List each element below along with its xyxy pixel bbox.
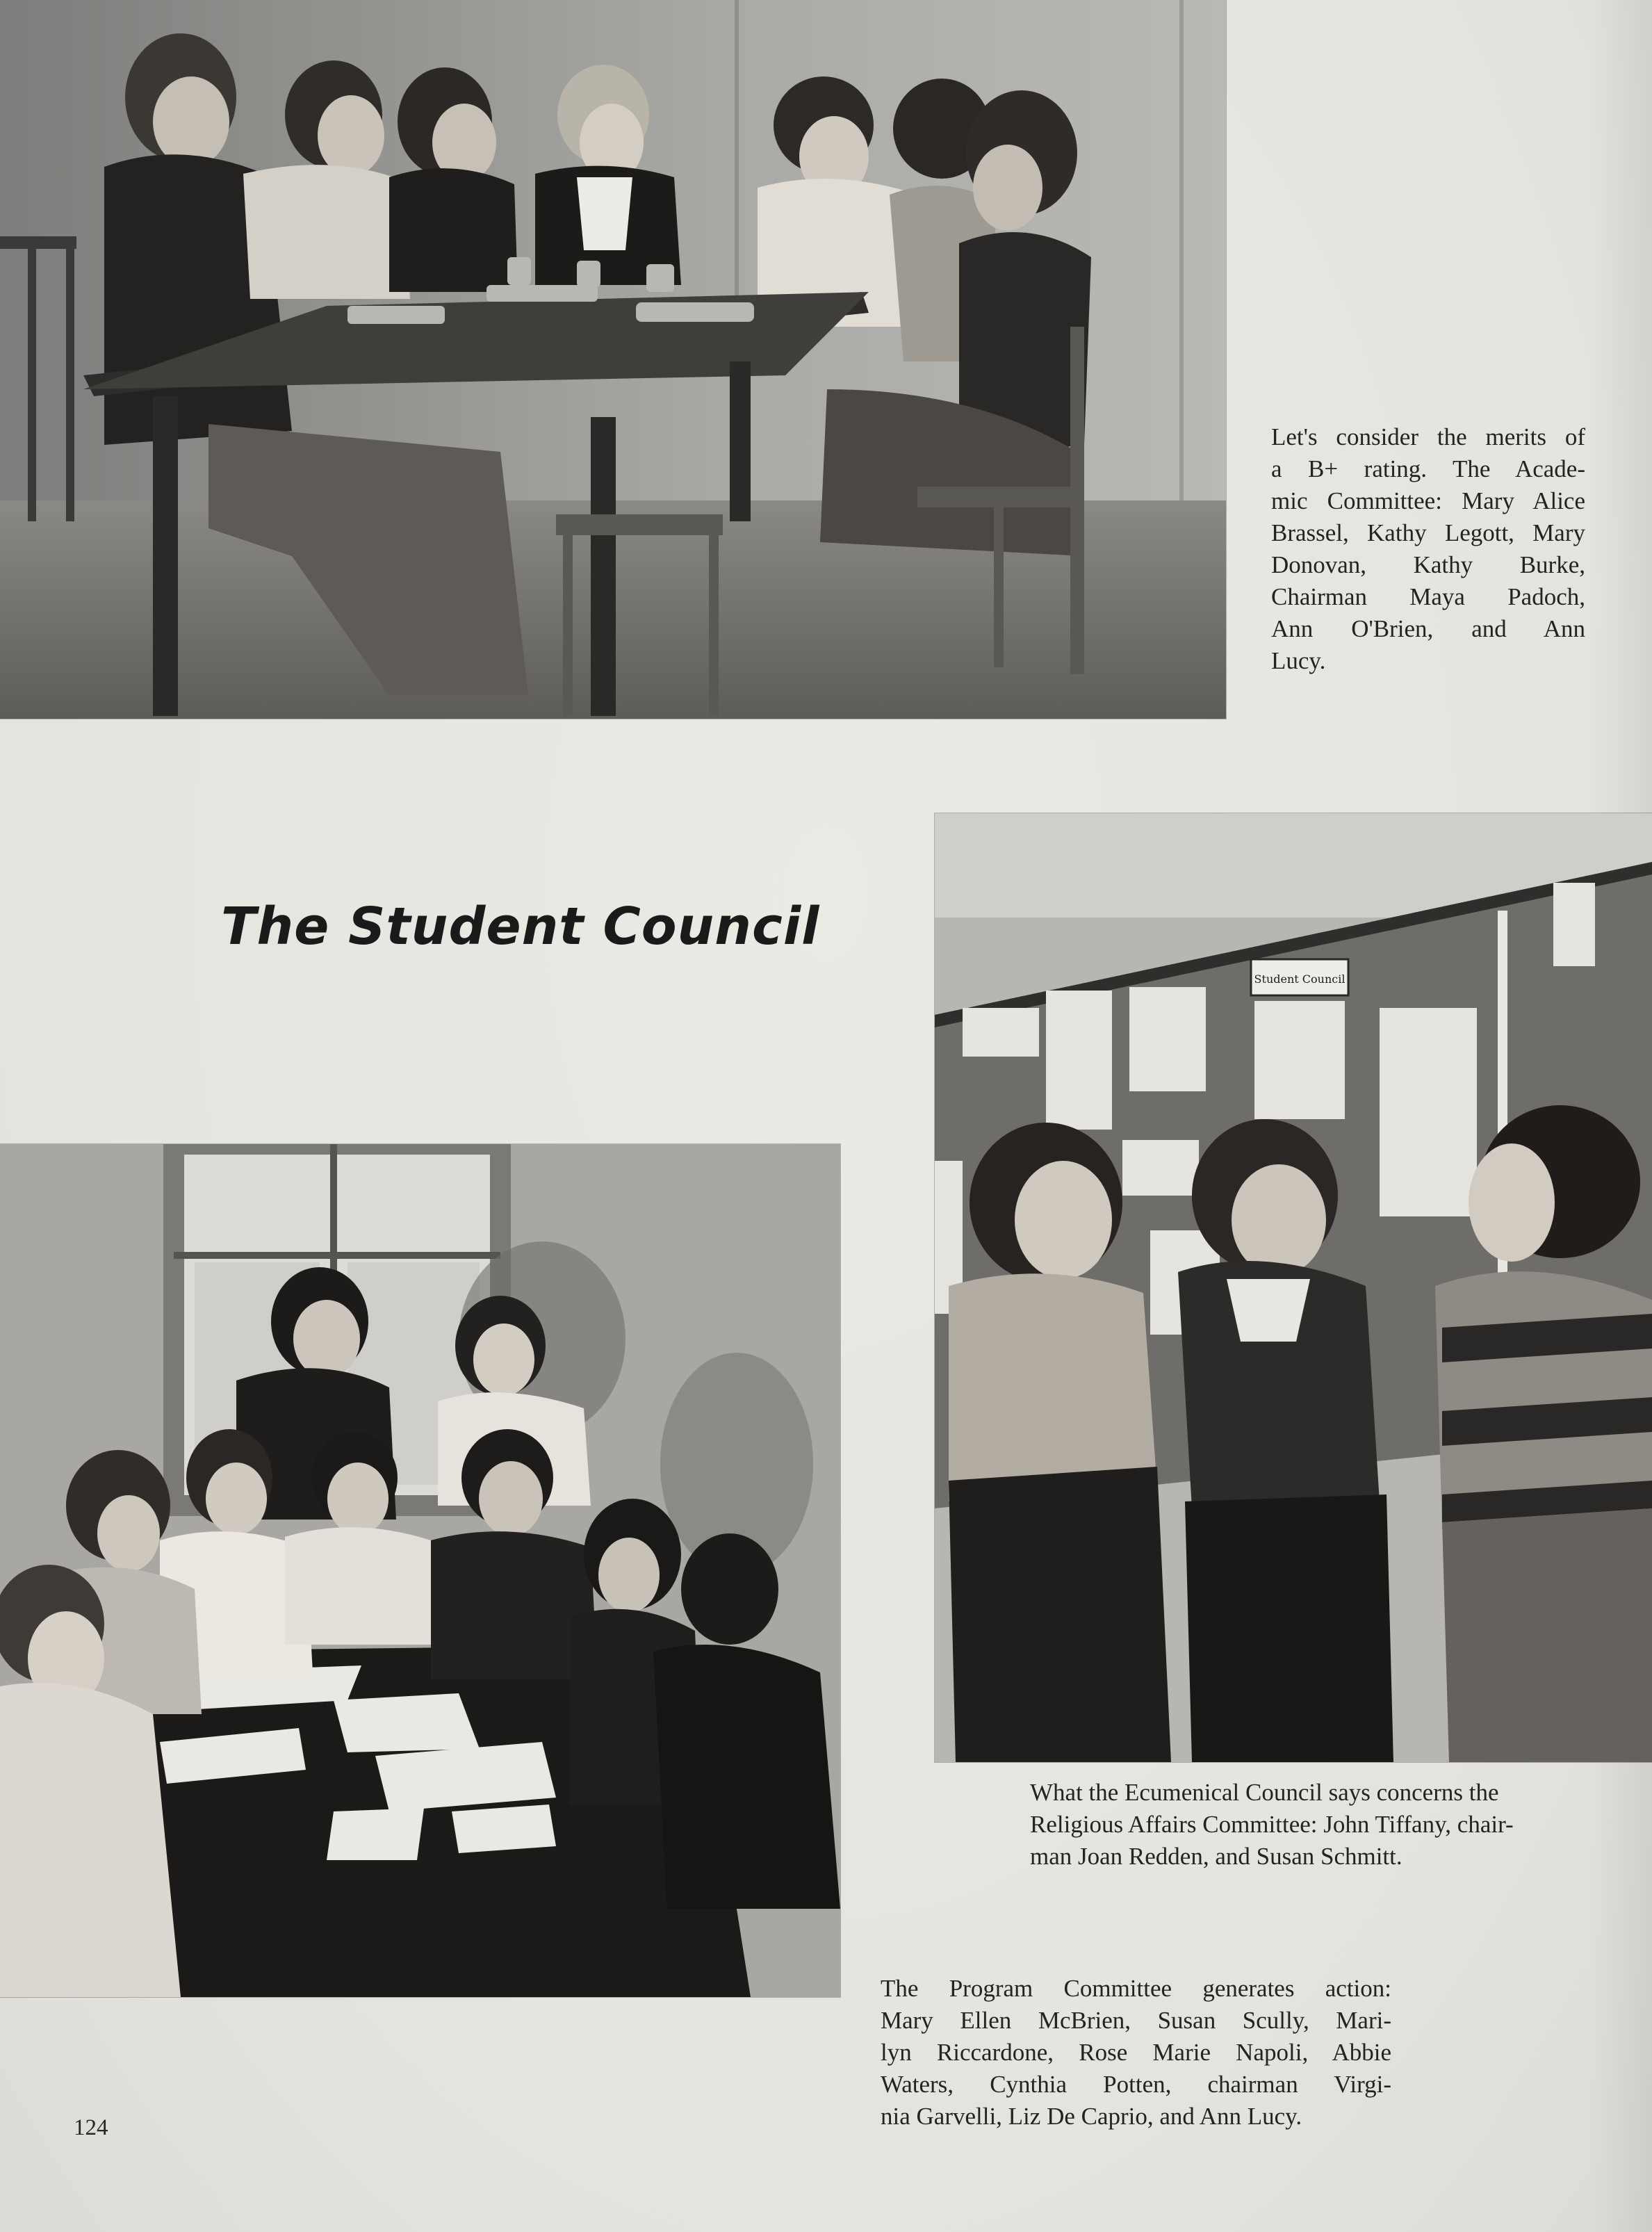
- photo-academic-committee: [0, 0, 1226, 719]
- caption-line: Chairman Maya Padoch,: [1271, 583, 1585, 610]
- caption-academic-committee: [1271, 421, 1585, 677]
- caption-religious-affairs-committee: [1030, 1777, 1600, 1873]
- bulletin-sign-text: Student Council: [1254, 972, 1346, 986]
- caption-line: Lucy.: [1271, 647, 1326, 674]
- caption-line: nia Garvelli, Liz De Caprio, and Ann Lucy.: [881, 2103, 1302, 2130]
- caption-line: Mary Ellen McBrien, Susan Scully, Mari-: [881, 2007, 1391, 2034]
- photo-program-committee: [0, 1144, 840, 1997]
- caption-line: Donovan, Kathy Burke,: [1271, 551, 1585, 578]
- caption-line: a B+ rating. The Acade-: [1271, 455, 1585, 482]
- page-number: 124: [74, 2115, 108, 2140]
- caption-line: Waters, Cynthia Potten, chairman Virgi-: [881, 2071, 1391, 2098]
- caption-line: mic Committee: Mary Alice: [1271, 487, 1585, 514]
- caption-line: Religious Affairs Committee: John Tiffany, chair-: [1030, 1811, 1514, 1838]
- caption-line: Ann O'Brien, and Ann: [1271, 615, 1585, 642]
- caption-line: The Program Committee generates action:: [881, 1975, 1391, 2002]
- caption-line: What the Ecumenical Council says concerns the: [1030, 1779, 1499, 1806]
- caption-line: lyn Riccardone, Rose Marie Napoli, Abbie: [881, 2039, 1391, 2066]
- caption-line: Brassel, Kathy Legott, Mary: [1271, 519, 1585, 546]
- caption-line: man Joan Redden, and Susan Schmitt.: [1030, 1843, 1402, 1870]
- bulletin-sign: [1251, 959, 1348, 995]
- caption-line: Let's consider the merits of: [1271, 423, 1585, 450]
- section-title: The Student Council: [221, 897, 820, 956]
- caption-program-committee: [881, 1973, 1391, 2133]
- photo-religious-affairs-committee: [935, 813, 1652, 1762]
